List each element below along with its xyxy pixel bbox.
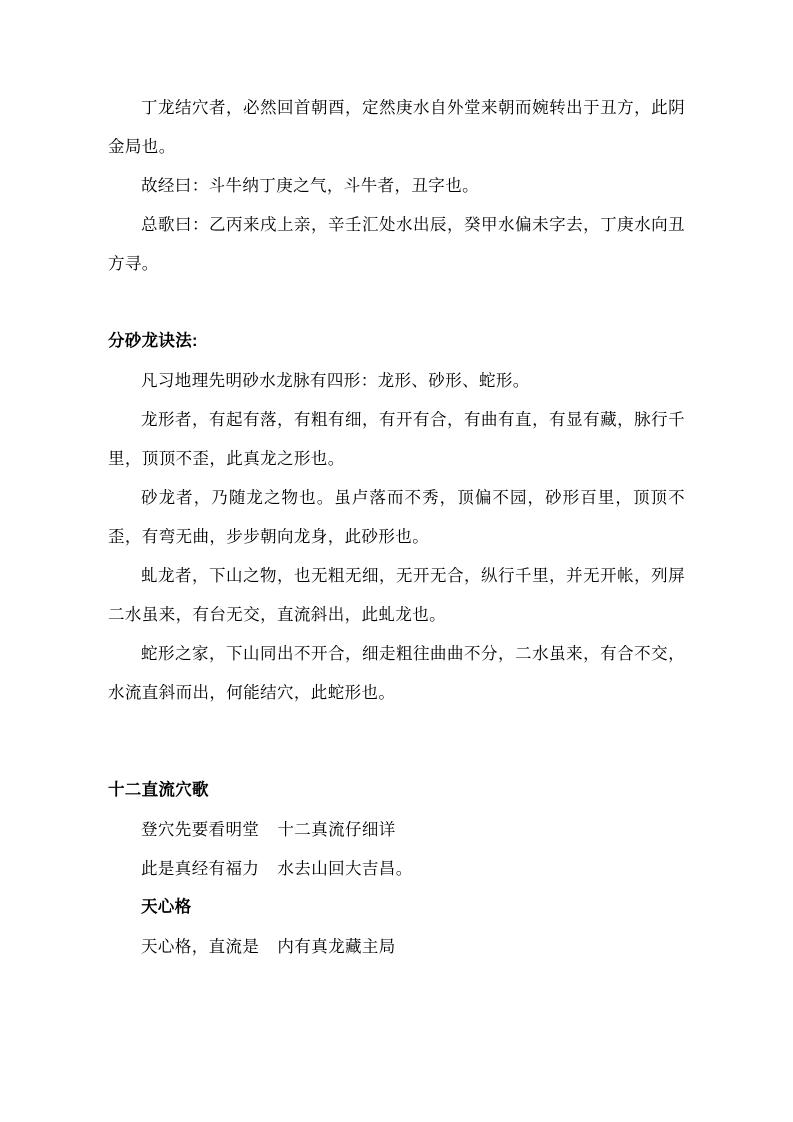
section-spacer	[108, 751, 685, 771]
verse-line: 登穴先要看明堂 十二真流仔细详	[141, 820, 396, 839]
paragraph: 丁龙结穴者，必然回首朝酉，定然庚水自外堂来朝而婉转出于丑方，此阴金局也。	[108, 98, 685, 156]
subsection-heading-tianxinge: 天心格	[141, 898, 192, 916]
section-heading-fenshalongjuefa: 分砂龙诀法:	[108, 332, 198, 350]
section-heading-shierzhiliuxuege: 十二直流穴歌	[108, 781, 209, 799]
verse-line: 此是真经有福力 水去山回大吉昌。	[141, 859, 413, 878]
paragraph: 虬龙者，下山之物，也无粗无细，无开无合，纵行千里，并无开帐，列屏二水虽来，有台无交，直流斜出，此虬龙也。	[108, 566, 685, 624]
paragraph: 凡习地理先明砂水龙脉有四形：龙形、砂形、蛇形。	[141, 371, 530, 390]
paragraph: 砂龙者，乃随龙之物也。虽卢落而不秀，顶偏不园，砂形百里，顶顶不歪，有弯无曲，步步朝向龙身，此砂形也。	[108, 488, 685, 546]
section-spacer	[108, 712, 685, 751]
paragraph: 龙形者，有起有落，有粗有细，有开有合，有曲有直，有显有藏，脉行千里，顶顶不歪，此真龙之形也。	[108, 410, 685, 468]
paragraph: 蛇形之家，下山同出不开合，细走粗往曲曲不分，二水虽来，有合不交，水流直斜而出，何能结穴，此蛇形也。	[108, 644, 685, 702]
paragraph: 故经曰：斗牛纳丁庚之气，斗牛者，丑字也。	[141, 176, 479, 195]
verse-line: 天心格，直流是 内有真龙藏主局	[141, 937, 396, 956]
section-spacer	[108, 283, 685, 322]
paragraph: 总歌曰：乙丙来戌上亲，辛壬汇处水出辰，癸甲水偏未字去，丁庚水向丑方寻。	[108, 215, 685, 273]
